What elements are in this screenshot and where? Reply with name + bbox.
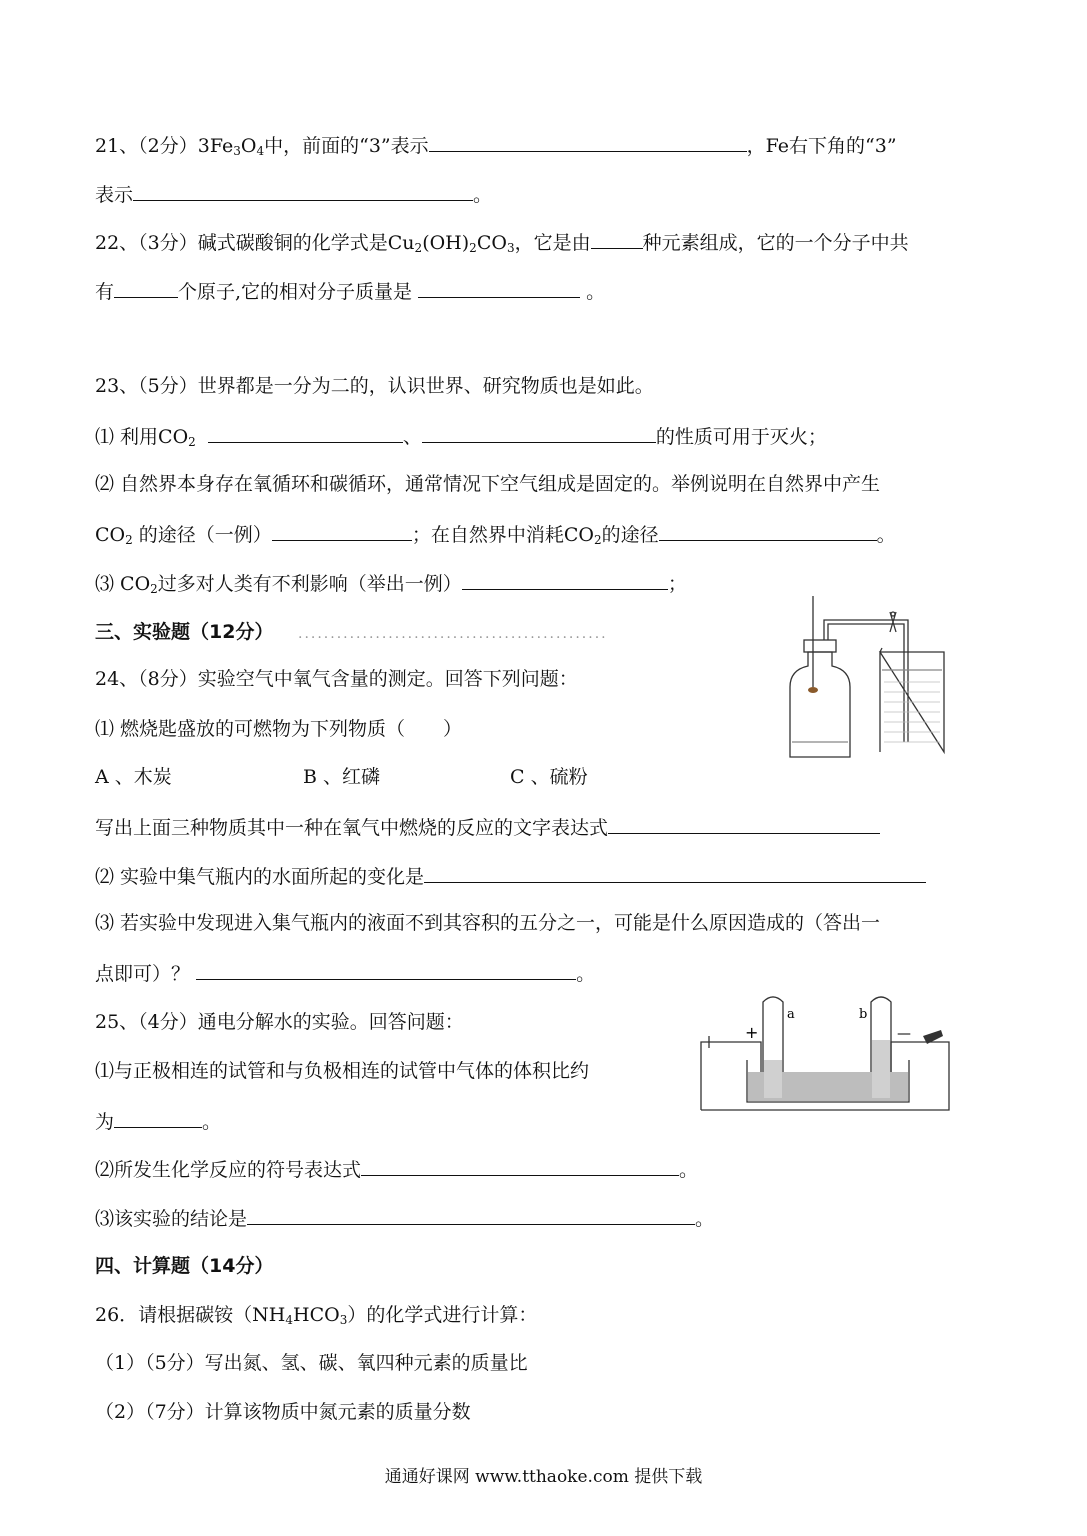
footer: 通通好课网 www.tthaoke.com 提供下载 — [384, 1467, 703, 1487]
q24-opt-a: A 、木炭 — [95, 766, 172, 788]
q25-blank2[interactable] — [361, 1155, 679, 1176]
q22-blank2[interactable] — [114, 277, 178, 298]
q23-blank3[interactable] — [272, 520, 412, 541]
q25-p1-line2: 为 。 — [95, 1107, 221, 1135]
q26-intro: 26．请根据碳铵$(NH_4HCO_3)$的化学式进行计算： — [95, 1304, 538, 1327]
q24-intro: 24、（8分）实验空气中氧气含量的测定。回答下列问题： — [95, 668, 578, 690]
q25-blank3[interactable] — [247, 1204, 695, 1225]
q24-write: 写出上面三种物质其中一种在氧气中燃烧的反应的文字表达式 — [95, 813, 880, 841]
tube-a-label: a — [787, 1007, 795, 1022]
q23-blank4[interactable] — [659, 520, 877, 541]
q24-opt-b: B 、红磷 — [303, 766, 381, 788]
q23-p3: ⑶ $CO_2$过多对人类有不利影响（举出一例） ； — [95, 569, 687, 602]
q23-blank5[interactable] — [462, 569, 668, 590]
q24-p1: ⑴ 燃烧匙盛放的可燃物为下列物质（ ） — [95, 718, 463, 740]
q25-p3: ⑶该实验的结论是 。 — [95, 1204, 714, 1232]
negative-terminal-label: — — [897, 1026, 911, 1042]
oxygen-apparatus-figure — [780, 592, 980, 764]
tube-b-label: b — [859, 1007, 868, 1022]
q26-p1: （1）（5分）写出氮、氢、碳、氧四种元素的质量比 — [95, 1352, 528, 1374]
q21-blank1[interactable] — [429, 131, 747, 152]
q21-blank2[interactable] — [133, 180, 473, 201]
q23-p1: ⑴ 利用$CO_2$ 、 的性质可用于灭火； — [95, 422, 827, 455]
q23-p2-line2: $CO_2$ 的途径（一例） ；在自然界中消耗$CO_2$的途径 。 — [95, 520, 896, 553]
q25-blank1[interactable] — [114, 1107, 202, 1128]
q23-p2-line1: ⑵ 自然界本身存在氧循环和碳循环，通常情况下空气组成是固定的。举例说明在自然界中产生 — [95, 473, 881, 495]
q26-p2: （2）（7分）计算该物质中氮元素的质量分数 — [95, 1401, 471, 1423]
q25-p1-line1: ⑴与正极相连的试管和与负极相连的试管中气体的体积比约 — [95, 1060, 590, 1082]
q21-line2: 表示 。 — [95, 180, 492, 208]
q22-blank1[interactable] — [591, 228, 643, 249]
q22-blank3[interactable] — [418, 277, 580, 298]
q24-p3-line1: ⑶ 若实验中发现进入集气瓶内的液面不到其容积的五分之一，可能是什么原因造成的（答出一 — [95, 912, 881, 934]
q24-blank1[interactable] — [608, 813, 880, 834]
section4-title: 四、计算题（14分） — [95, 1255, 274, 1277]
q23-intro: 23、（5分）世界都是一分为二的，认识世界、研究物质也是如此。 — [95, 375, 654, 397]
q24-blank2[interactable] — [424, 862, 926, 883]
q24-p3-line2: 点即可）？ 。 — [95, 959, 595, 987]
q25-intro: 25、（4分）通电分解水的实验。回答问题： — [95, 1011, 464, 1033]
q22-line1: 22、（3分）碱式碳酸铜的化学式是$Cu_2(OH)_2CO_3$，它是由 种元素组成，它的一个分子中共 — [95, 228, 909, 261]
q22-line2: 有 个原子,它的相对分子质量是 。 — [95, 277, 605, 305]
section3-dots: ................................................ — [298, 626, 608, 642]
q21-line1: 21、（2分）$3Fe_3O_4$中，前面的“3”表示 ，Fe右下角的“3” — [95, 131, 897, 164]
electrolysis-figure — [695, 990, 955, 1115]
spoon-icon — [808, 687, 818, 693]
positive-terminal-label: + — [745, 1023, 759, 1042]
q23-blank2[interactable] — [422, 422, 656, 443]
q24-opt-c: C 、硫粉 — [510, 766, 588, 788]
q24-p2: ⑵ 实验中集气瓶内的水面所起的变化是 — [95, 862, 926, 890]
q23-blank1[interactable] — [208, 422, 403, 443]
section3-title: 三、实验题（12分） — [95, 621, 274, 643]
q24-blank3[interactable] — [196, 959, 576, 980]
q25-p2: ⑵所发生化学反应的符号表达式 。 — [95, 1155, 698, 1183]
